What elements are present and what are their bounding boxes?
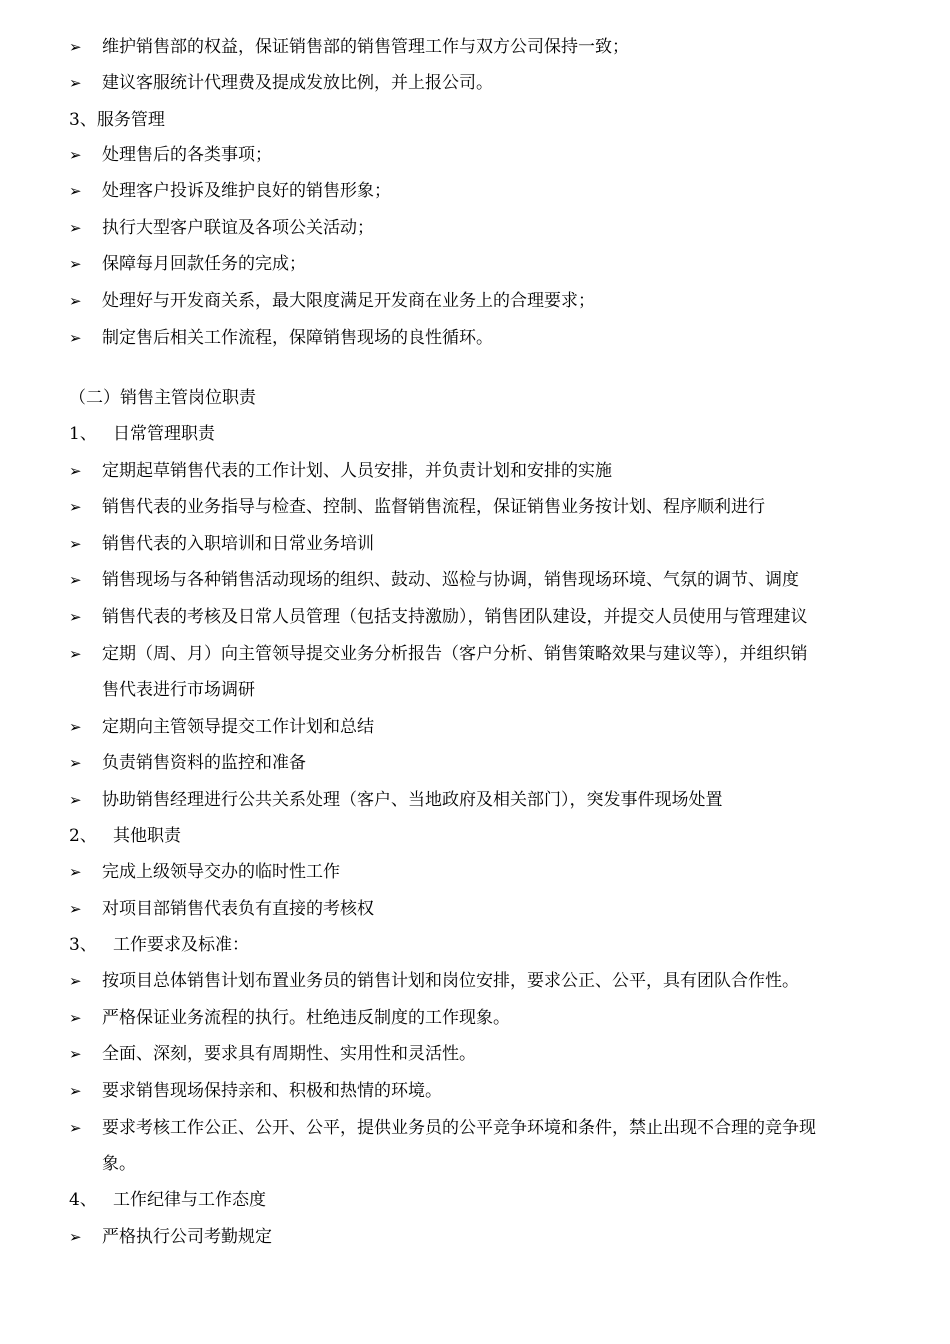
bullet-item	[0, 68, 950, 98]
bullet-arrow-icon: ➢	[69, 645, 82, 663]
bullet-arrow-icon: ➢	[69, 972, 82, 990]
bullet-item-continuation	[0, 675, 950, 705]
line-text: 执行大型客户联谊及各项公关活动；	[102, 218, 374, 238]
line-text: 严格保证业务流程的执行。杜绝违反制度的工作现象。	[102, 1008, 510, 1028]
line-text: 处理售后的各类事项；	[102, 145, 272, 165]
line-text: 售代表进行市场调研	[102, 680, 255, 700]
heading-number: 3、	[69, 935, 97, 955]
bullet-item	[0, 565, 950, 595]
line-text: 要求销售现场保持亲和、积极和热情的环境。	[102, 1081, 442, 1101]
bullet-item	[0, 1222, 950, 1252]
bullet-arrow-icon: ➢	[69, 74, 82, 92]
numbered-heading	[0, 930, 950, 960]
bullet-arrow-icon: ➢	[69, 329, 82, 347]
line-text: 定期向主管领导提交工作计划和总结	[102, 717, 374, 737]
bullet-arrow-icon: ➢	[69, 1009, 82, 1027]
bullet-arrow-icon: ➢	[69, 498, 82, 516]
line-text: 销售代表的考核及日常人员管理（包括支持激励），销售团队建设，并提交人员使用与管理建议	[102, 607, 808, 627]
bullet-arrow-icon: ➢	[69, 863, 82, 881]
bullet-item	[0, 176, 950, 206]
bullet-arrow-icon: ➢	[69, 571, 82, 589]
bullet-item	[0, 32, 950, 62]
bullet-arrow-icon: ➢	[69, 608, 82, 626]
line-text: 按项目总体销售计划布置业务员的销售计划和岗位安排，要求公正、公平，具有团队合作性。	[102, 971, 799, 991]
line-text: （二）销售主管岗位职责	[69, 388, 256, 408]
bullet-arrow-icon: ➢	[69, 535, 82, 553]
bullet-arrow-icon: ➢	[69, 219, 82, 237]
line-text: 象。	[102, 1154, 136, 1174]
bullet-arrow-icon: ➢	[69, 1119, 82, 1137]
bullet-arrow-icon: ➢	[69, 754, 82, 772]
section-heading	[0, 383, 950, 413]
bullet-item	[0, 1076, 950, 1106]
line-text: 协助销售经理进行公共关系处理（客户、当地政府及相关部门），突发事件现场处置	[102, 790, 723, 810]
line-text: 其他职责	[113, 826, 181, 846]
bullet-arrow-icon: ➢	[69, 462, 82, 480]
line-text: 销售代表的入职培训和日常业务培训	[102, 534, 374, 554]
bullet-item	[0, 857, 950, 887]
line-text: 销售现场与各种销售活动现场的组织、鼓动、巡检与协调，销售现场环境、气氛的调节、调度	[102, 570, 799, 590]
line-text: 维护销售部的权益，保证销售部的销售管理工作与双方公司保持一致；	[102, 37, 629, 57]
bullet-arrow-icon: ➢	[69, 791, 82, 809]
bullet-arrow-icon: ➢	[69, 1082, 82, 1100]
numbered-heading	[0, 1185, 950, 1215]
line-text: 建议客服统计代理费及提成发放比例，并上报公司。	[102, 73, 493, 93]
bullet-item	[0, 529, 950, 559]
line-text: 全面、深刻，要求具有周期性、实用性和灵活性。	[102, 1044, 476, 1064]
bullet-item-continuation	[0, 1149, 950, 1179]
bullet-item	[0, 213, 950, 243]
bullet-item	[0, 456, 950, 486]
bullet-item	[0, 1003, 950, 1033]
heading-number: 1、	[69, 424, 97, 444]
bullet-item	[0, 323, 950, 353]
line-text: 处理好与开发商关系，最大限度满足开发商在业务上的合理要求；	[102, 291, 595, 311]
bullet-arrow-icon: ➢	[69, 900, 82, 918]
bullet-item	[0, 1113, 950, 1143]
numbered-heading	[0, 419, 950, 449]
bullet-arrow-icon: ➢	[69, 38, 82, 56]
line-text: 工作纪律与工作态度	[113, 1190, 266, 1210]
bullet-item	[0, 639, 950, 669]
bullet-item	[0, 785, 950, 815]
bullet-item	[0, 602, 950, 632]
bullet-arrow-icon: ➢	[69, 1228, 82, 1246]
line-text: 定期起草销售代表的工作计划、人员安排，并负责计划和安排的实施	[102, 461, 612, 481]
bullet-item	[0, 966, 950, 996]
heading-number: 2、	[69, 826, 97, 846]
line-text: 日常管理职责	[113, 424, 215, 444]
line-text: 保障每月回款任务的完成；	[102, 254, 306, 274]
line-text: 处理客户投诉及维护良好的销售形象；	[102, 181, 391, 201]
bullet-item	[0, 712, 950, 742]
line-text: 完成上级领导交办的临时性工作	[102, 862, 340, 882]
line-text: 负责销售资料的监控和准备	[102, 753, 306, 773]
bullet-arrow-icon: ➢	[69, 182, 82, 200]
bullet-item	[0, 1039, 950, 1069]
line-text: 严格执行公司考勤规定	[102, 1227, 272, 1247]
bullet-arrow-icon: ➢	[69, 1045, 82, 1063]
bullet-item	[0, 140, 950, 170]
heading-number: 4、	[69, 1190, 97, 1210]
bullet-arrow-icon: ➢	[69, 255, 82, 273]
line-text: 销售代表的业务指导与检查、控制、监督销售流程，保证销售业务按计划、程序顺利进行	[102, 497, 765, 517]
bullet-item	[0, 894, 950, 924]
numbered-heading	[0, 821, 950, 851]
line-text: 要求考核工作公正、公开、公平，提供业务员的公平竞争环境和条件，禁止出现不合理的竞争现	[102, 1118, 816, 1138]
bullet-item	[0, 249, 950, 279]
bullet-item	[0, 286, 950, 316]
bullet-item	[0, 748, 950, 778]
bullet-arrow-icon: ➢	[69, 718, 82, 736]
bullet-arrow-icon: ➢	[69, 146, 82, 164]
line-text: 制定售后相关工作流程，保障销售现场的良性循环。	[102, 328, 493, 348]
line-text: 对项目部销售代表负有直接的考核权	[102, 899, 374, 919]
line-text: 3、服务管理	[69, 110, 165, 130]
line-text: 定期（周、月）向主管领导提交业务分析报告（客户分析、销售策略效果与建议等），并组织销	[102, 644, 808, 664]
line-text: 工作要求及标准：	[113, 935, 249, 955]
bullet-arrow-icon: ➢	[69, 292, 82, 310]
bullet-item	[0, 492, 950, 522]
subsection-heading	[0, 105, 950, 135]
